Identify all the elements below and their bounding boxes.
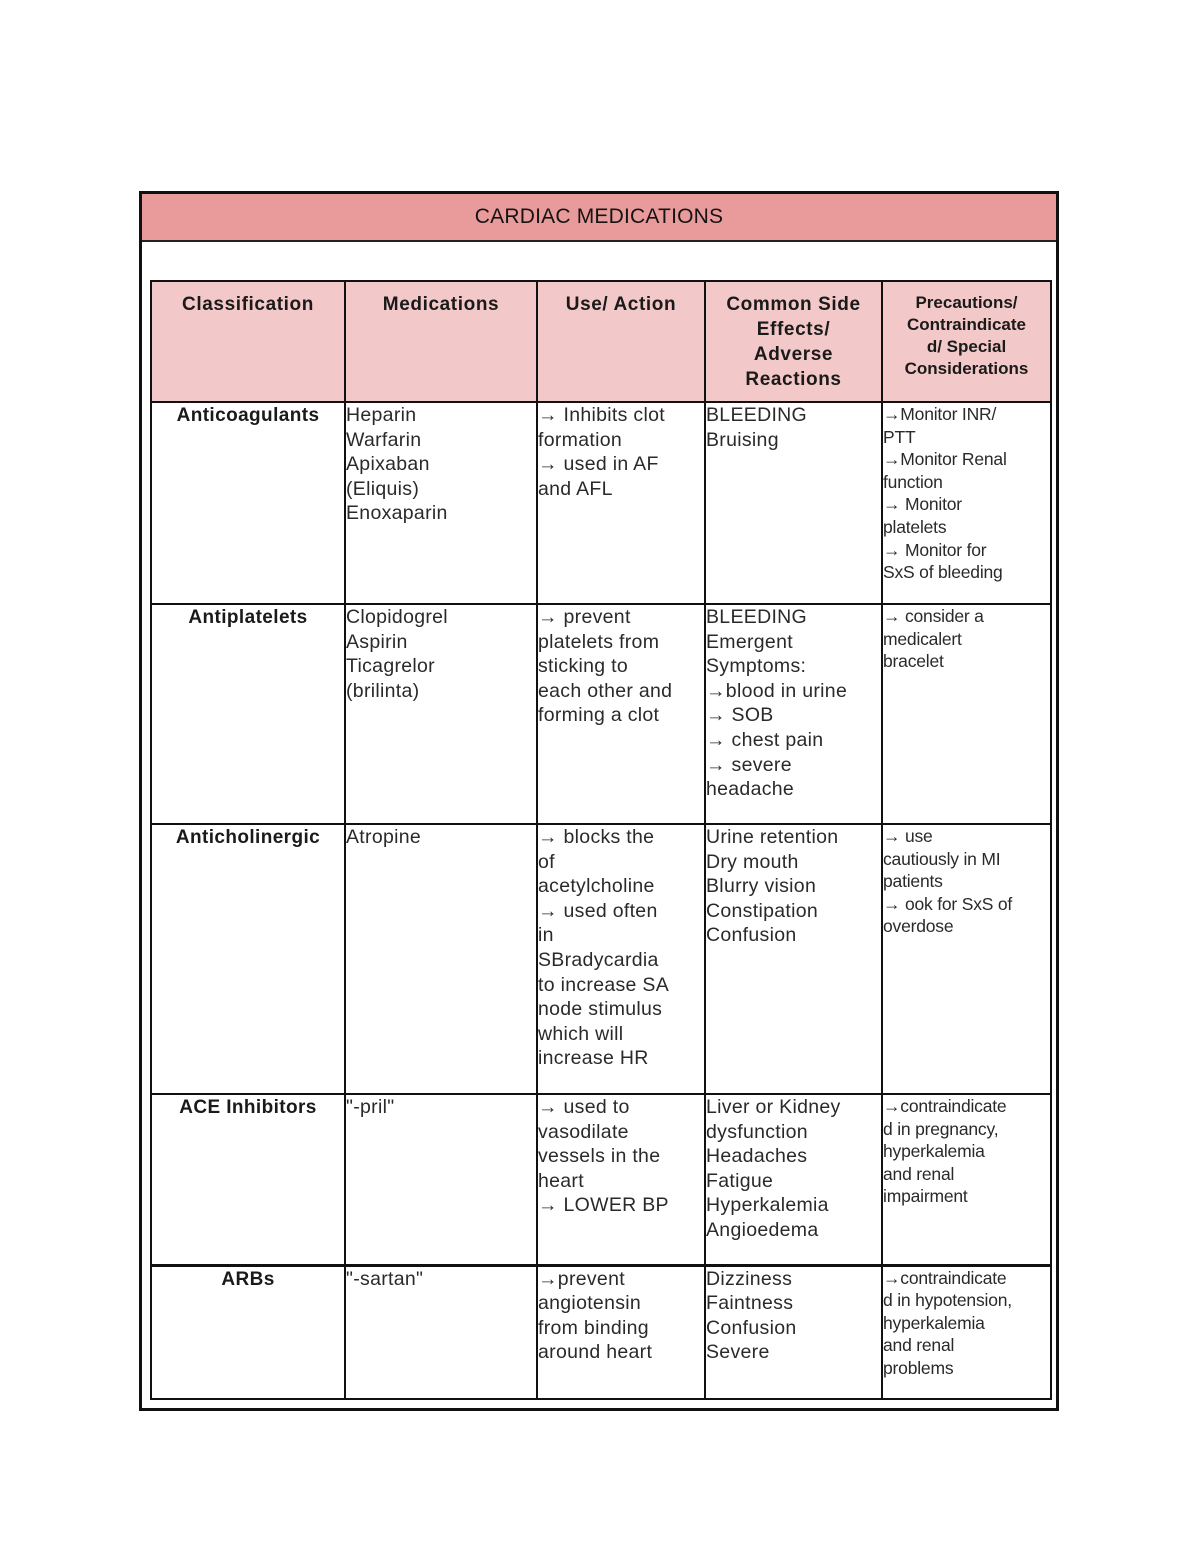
cell-line: hyperkalemia xyxy=(883,1312,985,1333)
cell-line: → severe xyxy=(706,753,792,776)
cell-line: Use/ Action xyxy=(565,294,677,315)
cell-line: →Monitor Renal xyxy=(883,449,1007,470)
medication-chart xyxy=(139,191,1059,1411)
cell-line: angiotensin xyxy=(538,1292,642,1315)
cell-line: →contraindicate xyxy=(883,1096,1007,1116)
table-row xyxy=(151,1094,1051,1265)
cell-line: forming a clot xyxy=(538,704,660,727)
cell-line: patients xyxy=(883,871,943,892)
cell-line: and AFL xyxy=(538,477,613,500)
classification-cell: Anticoagulants xyxy=(151,402,345,604)
cell-line: Headaches xyxy=(706,1145,808,1168)
precautions-cell xyxy=(882,604,1051,824)
cell-line: cautiously in MI xyxy=(883,848,1001,869)
table-row xyxy=(151,604,1051,824)
cell-line: →prevent xyxy=(538,1267,625,1290)
cell-line: Effects/ xyxy=(756,319,831,340)
cell-line: (brilinta) xyxy=(346,679,420,702)
cell-line: Reactions xyxy=(745,369,842,390)
cell-line: SxS of bleeding xyxy=(883,562,1003,583)
cell-line: Precautions/ xyxy=(915,293,1018,312)
header-medications xyxy=(345,281,537,402)
cell-line: Urine retention xyxy=(706,826,839,848)
cell-line: Medications xyxy=(382,294,500,315)
cell-line: → prevent xyxy=(538,606,631,628)
cell-line: Adverse xyxy=(753,344,834,365)
header-precautions xyxy=(882,281,1051,402)
header-classification xyxy=(151,281,345,402)
table-row xyxy=(151,402,1051,604)
use-action-cell xyxy=(537,1094,705,1265)
cell-line: Aspirin xyxy=(346,630,408,653)
cell-line: Hyperkalemia xyxy=(706,1194,829,1217)
cell-line: from binding xyxy=(538,1316,649,1339)
header-use-action xyxy=(537,281,705,402)
cell-line: platelets xyxy=(883,516,947,537)
cell-line: Contraindicate xyxy=(906,315,1027,334)
cell-line: problems xyxy=(883,1357,954,1378)
cell-line: → use xyxy=(883,826,933,846)
cell-line: dysfunction xyxy=(706,1120,808,1143)
cell-line: → Inhibits clot xyxy=(538,404,665,426)
cell-line: vessels in the xyxy=(538,1145,661,1168)
cell-line: (Eliquis) xyxy=(346,477,420,500)
cell-line: overdose xyxy=(883,916,954,937)
cell-line: d in pregnancy, xyxy=(883,1118,999,1139)
cell-line: → blocks the xyxy=(538,826,655,848)
cell-line: Classification xyxy=(182,294,314,315)
cell-line: Dry mouth xyxy=(706,850,799,873)
cell-line: Apixaban xyxy=(346,453,430,476)
use-action-cell xyxy=(537,824,705,1094)
classification-cell: Anticholinergic xyxy=(151,824,345,1094)
cell-line: bracelet xyxy=(883,651,944,672)
cell-line: Dizziness xyxy=(706,1267,793,1290)
cell-line: Faintness xyxy=(706,1292,794,1315)
side-effects-cell xyxy=(705,1265,882,1399)
cell-line: impairment xyxy=(883,1186,968,1207)
cell-line: vasodilate xyxy=(538,1120,629,1143)
cell-line: Clopidogrel xyxy=(346,606,448,628)
cell-line: → consider a xyxy=(883,606,984,626)
medications-cell xyxy=(345,604,537,824)
cell-line: Confusion xyxy=(706,1316,797,1339)
cell-line: which will xyxy=(538,1022,624,1045)
cell-line: Fatigue xyxy=(706,1169,774,1192)
cell-line: → used to xyxy=(538,1096,630,1118)
table-row xyxy=(151,824,1051,1094)
chart-title: CARDIAC MEDICATIONS xyxy=(142,194,1056,242)
use-action-cell xyxy=(537,1265,705,1399)
cell-line: each other and xyxy=(538,679,673,702)
cell-line: Bruising xyxy=(706,428,779,451)
cell-line: platelets from xyxy=(538,630,660,653)
cell-line: function xyxy=(883,471,943,492)
side-effects-cell xyxy=(705,824,882,1094)
cell-line: formation xyxy=(538,428,622,451)
cell-line: Warfarin xyxy=(346,428,422,451)
cell-line: PTT xyxy=(883,426,916,447)
cell-line: Symptoms: xyxy=(706,655,807,678)
cell-line: hyperkalemia xyxy=(883,1141,985,1162)
medications-cell xyxy=(345,1265,537,1399)
use-action-cell xyxy=(537,604,705,824)
cell-line: Liver or Kidney xyxy=(706,1096,841,1118)
cell-line: Considerations xyxy=(904,359,1029,378)
cell-line: Enoxaparin xyxy=(346,502,448,525)
cell-line: → used in AF xyxy=(538,453,659,476)
cell-line: Angioedema xyxy=(706,1218,819,1241)
cell-line: increase HR xyxy=(538,1047,649,1070)
classification-cell: Antiplatelets xyxy=(151,604,345,824)
cell-line: Ticagrelor xyxy=(346,655,435,678)
precautions-cell xyxy=(882,824,1051,1094)
cell-line: Emergent xyxy=(706,630,793,653)
cell-line: BLEEDING xyxy=(706,404,808,426)
side-effects-cell xyxy=(705,402,882,604)
header-side-effects xyxy=(705,281,882,402)
cell-line: SBradycardia xyxy=(538,948,659,971)
cell-line: d in hypotension, xyxy=(883,1290,1012,1311)
cell-line: node stimulus xyxy=(538,998,663,1021)
classification-cell: ARBs xyxy=(151,1265,345,1399)
cell-line: → Monitor xyxy=(883,494,962,515)
cell-line: of xyxy=(538,850,555,873)
cell-line: →blood in urine xyxy=(706,679,848,702)
cell-line: → used often xyxy=(538,899,658,922)
cell-line: around heart xyxy=(538,1341,653,1364)
precautions-cell xyxy=(882,1094,1051,1265)
cell-line: headache xyxy=(706,778,795,801)
cell-line: sticking to xyxy=(538,655,629,678)
cell-line: and renal xyxy=(883,1163,955,1184)
cell-line: in xyxy=(538,924,554,947)
cell-line: Severe xyxy=(706,1341,770,1364)
precautions-cell xyxy=(882,402,1051,604)
cell-line: → SOB xyxy=(706,704,774,727)
cell-line: → LOWER BP xyxy=(538,1194,669,1217)
table-row xyxy=(151,1265,1051,1399)
cell-line: → Monitor for xyxy=(883,539,987,560)
cell-line: to increase SA xyxy=(538,973,670,996)
cell-line: → ook for SxS of xyxy=(883,893,1013,914)
cell-line: → chest pain xyxy=(706,728,824,751)
side-effects-cell xyxy=(705,604,882,824)
cell-line: Common Side xyxy=(726,294,861,315)
cell-line: Atropine xyxy=(346,826,422,848)
classification-cell: ACE Inhibitors xyxy=(151,1094,345,1265)
cell-line: Confusion xyxy=(706,924,797,947)
cell-line: and renal xyxy=(883,1335,955,1356)
cell-line: →contraindicate xyxy=(883,1267,1007,1288)
cell-line: d/ Special xyxy=(926,337,1007,356)
medications-cell xyxy=(345,824,537,1094)
cell-line: Heparin xyxy=(346,404,417,426)
cell-line: Constipation xyxy=(706,899,819,922)
cell-line: acetylcholine xyxy=(538,875,655,898)
cell-line: heart xyxy=(538,1169,584,1192)
cell-line: BLEEDING xyxy=(706,606,808,628)
cell-line: "-pril" xyxy=(346,1096,395,1118)
use-action-cell xyxy=(537,402,705,604)
medication-table xyxy=(150,280,1052,1400)
cell-line: →Monitor INR/ xyxy=(883,404,997,424)
cell-line: medicalert xyxy=(883,628,962,649)
side-effects-cell xyxy=(705,1094,882,1265)
cell-line: Blurry vision xyxy=(706,875,817,898)
medications-cell xyxy=(345,402,537,604)
header-row xyxy=(151,281,1051,402)
precautions-cell xyxy=(882,1265,1051,1399)
medications-cell xyxy=(345,1094,537,1265)
cell-line: "-sartan" xyxy=(346,1267,424,1290)
